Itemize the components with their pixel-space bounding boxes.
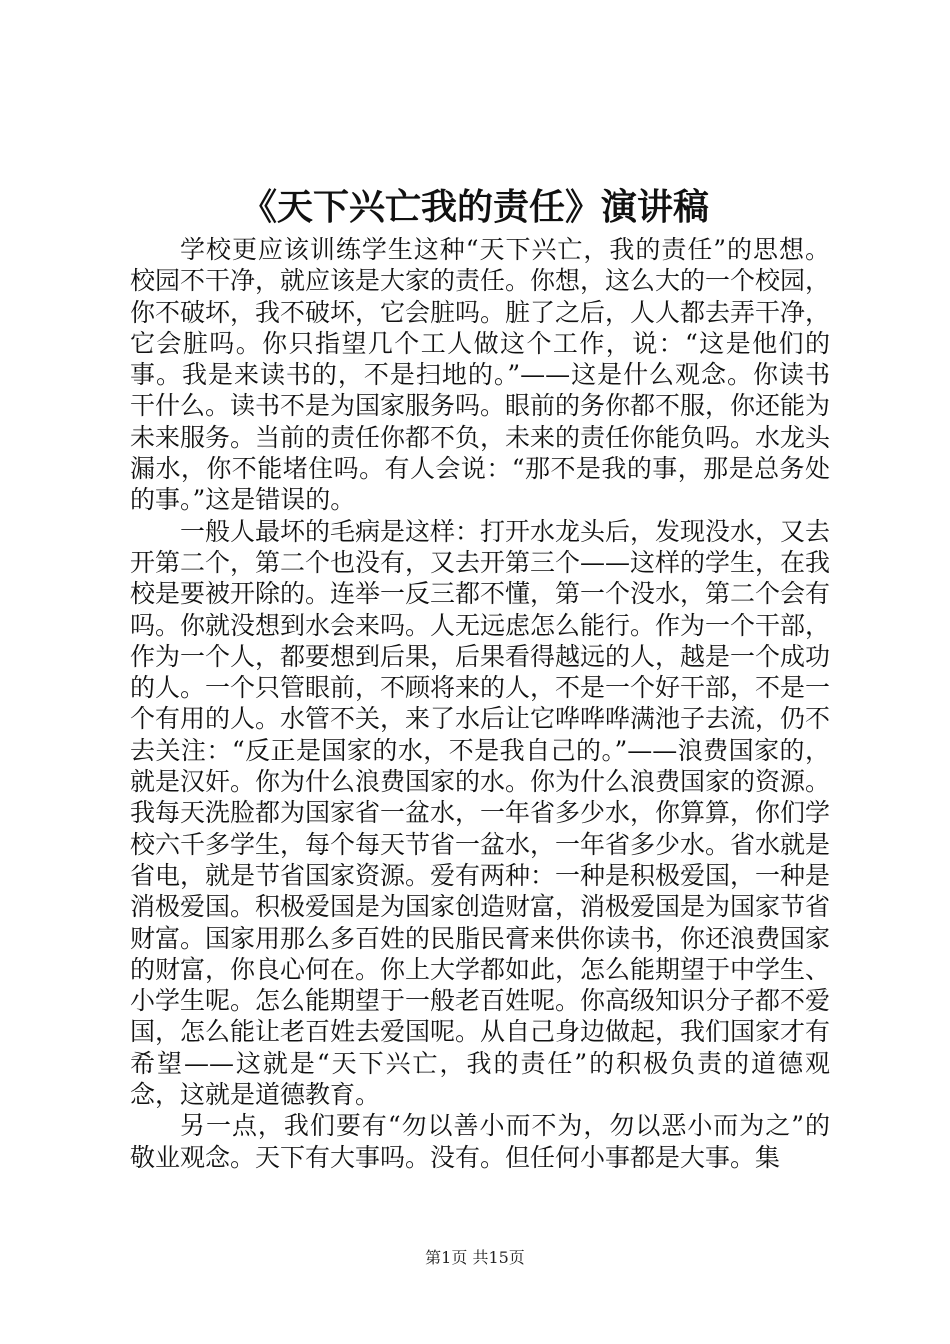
document-body [130,234,830,1173]
paragraph-2: 一般人最坏的毛病是这样：打开水龙头后，发现没水，又去开第二个，第二个也没有，又去开第三个——这样的学生，在我校是要被开除的。连举一反三都不懂，第一个没水，第二个会有吗。你就没想到水会来吗。人无远虑怎么能行。作为一个干部，作为一个人，都要想到后果，后果看得越远的人，越是一个成功的人。一个只管眼前，不顾将来的人，不是一个好干部，不是一个有用的人。水管不关，来了水后让它哗哗哗满池子去流，仍不去关注：“反正是国家的水，不是我自己的。”——浪费国家的，就是汉奸。你为什么浪费国家的水。你为什么浪费国家的资源。我每天洗脸都为国家省一盆水，一年省多少水，你算算，你们学校六千多学生，每个每天节省一盆水，一年省多少水。省水就是省电，就是节省国家资源。爱有两种：一种是积极爱国，一种是消极爱国。积极爱国是为国家创造财富，消极爱国是为国家节省财富。国家用那么多百姓的民脂民膏来供你读书，你还浪费国家的财富，你良心何在。你上大学都如此，怎么能期望于中学生、小学生呢。怎么能期望于一般老百姓呢。你高级知识分子都不爱国，怎么能让老百姓去爱国呢。从自己身边做起，我们国家才有希望——这就是“天下兴亡，我的责任”的积极负责的道德观念，这就是道德教育。 [130,516,831,1110]
page-number-footer: 第1页 共15页 [425,1248,525,1267]
paragraph-3: 另一点，我们要有“勿以善小而不为，勿以恶小而为之”的敬业观念。天下有大事吗。没有。但任何小事都是大事。集 [130,1111,830,1172]
paragraph-1: 学校更应该训练学生这种“天下兴亡，我的责任”的思想。校园不干净，就应该是大家的责任。你想，这么大的一个校园，你不破坏，我不破坏，它会脏吗。脏了之后，人人都去弄干净，它会脏吗。你只指望几个工人做这个工作，说：“这是他们的事。我是来读书的，不是扫地的。”——这是什么观念。你读书干什么。读书不是为国家服务吗。眼前的务你都不服，你还能为未来服务。当前的责任你都不负，未来的责任你能负吗。水龙头漏水，你不能堵住吗。有人会说：“那不是我的事，那是总务处的事。”这是错误的。 [130,235,831,515]
document-title: 《天下兴亡我的责任》演讲稿 [240,186,709,228]
